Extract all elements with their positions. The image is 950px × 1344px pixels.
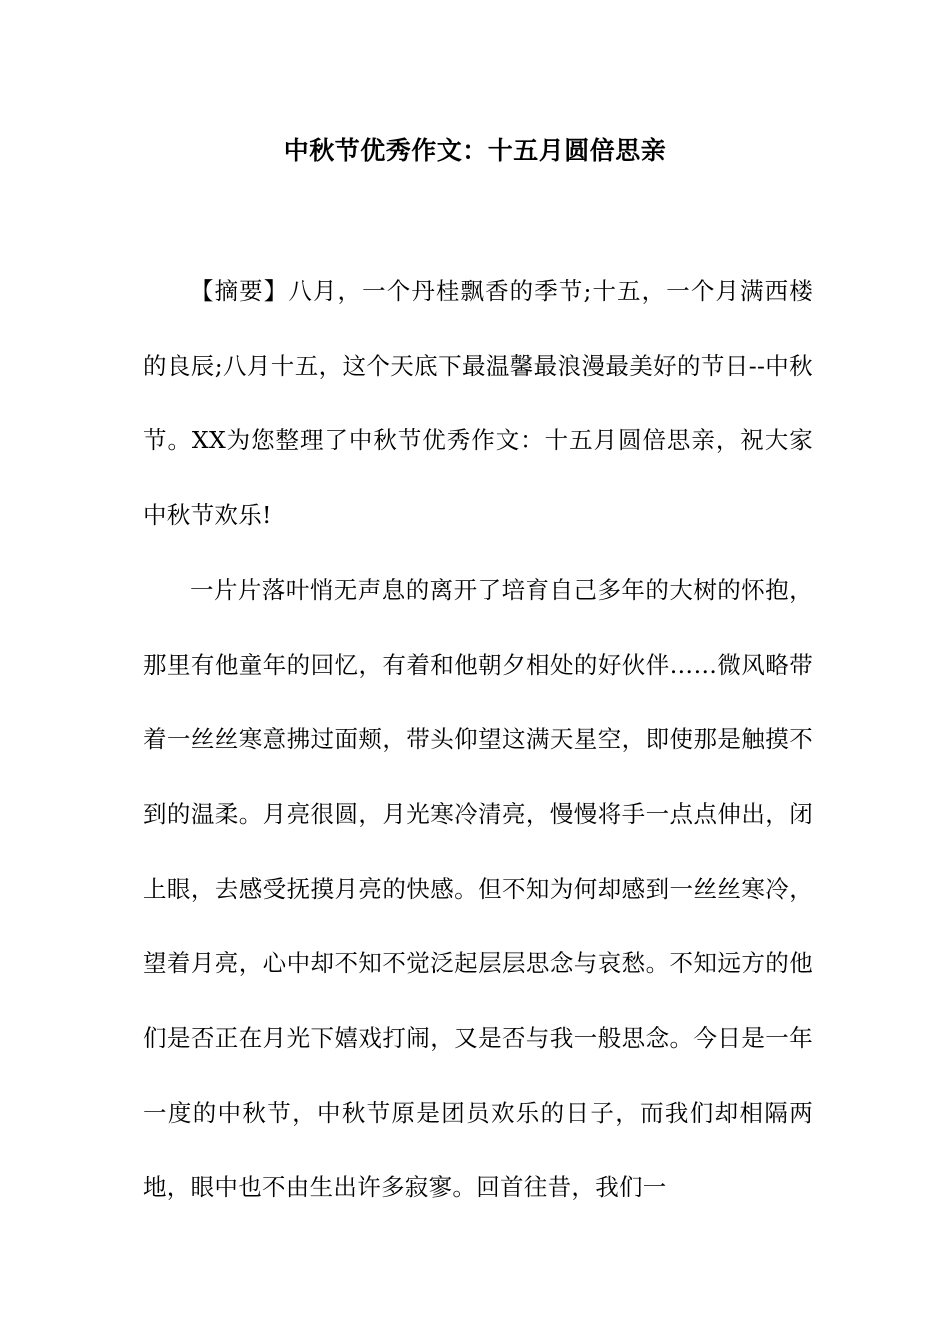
document-body <box>143 254 813 1225</box>
essay-paragraph: 一片片落叶悄无声息的离开了培育自己多年的大树的怀抱，那里有他童年的回忆，有着和他朝夕相处的好伙伴……微风略带着一丝丝寒意拂过面颊，带头仰望这满天星空，即使那是触摸不到的温柔。月亮很圆，月光寒冷清亮，慢慢将手一点点伸出，闭上眼，去感受抚摸月亮的快感。但不知为何却感到一丝丝寒冷，望着月亮，心中却不知不觉泛起层层思念与哀愁。不知远方的他们是否正在月光下嬉戏打闹，又是否与我一般思念。今日是一年一度的中秋节，中秋节原是团员欢乐的日子，而我们却相隔两地，眼中也不由生出许多寂寥。回首往昔，我们一 <box>143 575 813 1202</box>
document-title: 中秋节优秀作文：十五月圆倍思亲 <box>283 136 667 165</box>
abstract-paragraph: 【摘要】八月，一个丹桂飘香的季节;十五，一个月满西楼的良辰;八月十五，这个天底下最温馨最浪漫最美好的节日--中秋节。XX为您整理了中秋节优秀作文：十五月圆倍思亲，祝大家中秋节欢乐! <box>143 277 813 530</box>
